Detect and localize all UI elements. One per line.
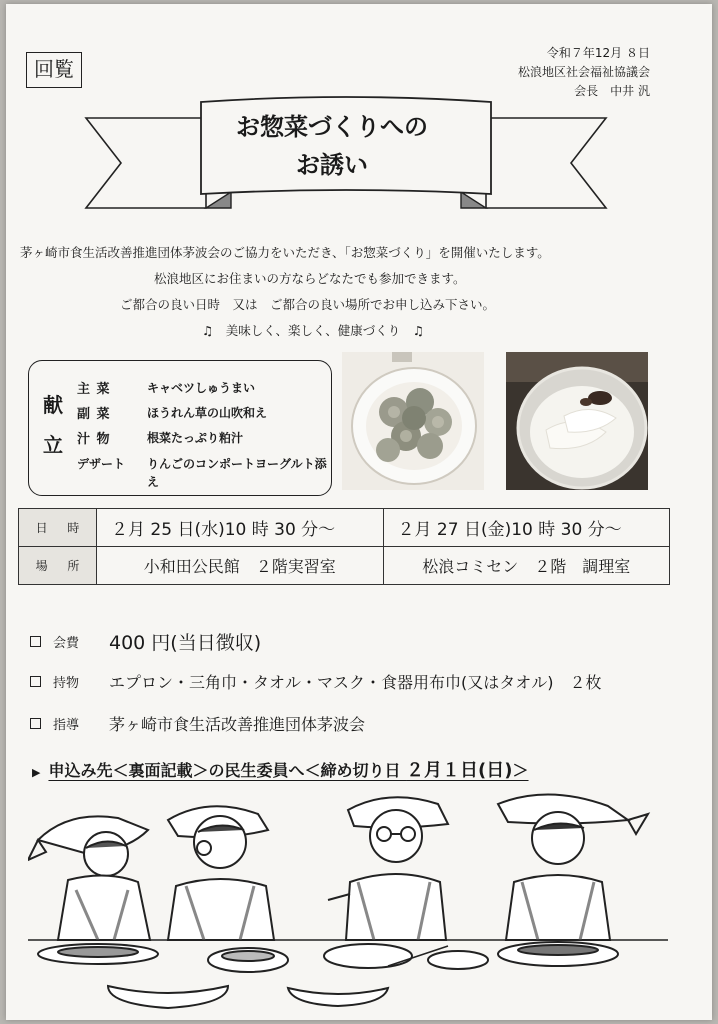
application-deadline: ２月１日(日): [406, 760, 513, 781]
menu-category: 主 菜: [77, 382, 111, 397]
session2-date: ２月 27 日(金)10 時 30 分～: [383, 509, 670, 547]
checkbox-icon: [30, 636, 41, 647]
session1-date: ２月 25 日(水)10 時 30 分～: [97, 509, 384, 547]
issue-date: 令和７年12月 ８日: [546, 46, 650, 60]
menu-list: [77, 375, 327, 489]
bring-value: エプロン・三角巾・タオル・マスク・食器用布巾(又はタオル) ２枚: [109, 673, 602, 692]
checkbox-icon: [30, 718, 41, 729]
application-text: 申込み先＜裏面記載＞の民生委員へ＜締め切り日: [48, 761, 407, 780]
intro-line-1: 茅ヶ崎市食生活改善推進団体茅波会のご協力をいただき、「お惣菜づくり」を開催いたします。: [20, 245, 550, 260]
cooking-people-illustration-icon: [28, 790, 668, 1014]
bring-item: [30, 670, 602, 693]
bring-label: 持物: [53, 676, 80, 691]
session2-place: 松浪コミセン ２階 調理室: [383, 547, 670, 585]
page-title: [202, 108, 462, 184]
header-info: [518, 44, 650, 101]
president-name: 会長 中井 汎: [574, 84, 650, 98]
circular-label: 回覧: [26, 52, 82, 88]
guide-value: 茅ヶ崎市食生活改善推進団体茅波会: [109, 715, 366, 734]
menu-tag: [41, 389, 65, 461]
application-note: [32, 756, 529, 782]
fee-value: 400 円(当日徴収): [109, 632, 262, 654]
table-row: [19, 509, 670, 547]
menu-dish: 根菜たっぷり粕汁: [147, 431, 244, 445]
shumai-photo: [342, 352, 484, 490]
fee-label: 会費: [53, 636, 80, 651]
organization-name: 松浪地区社会福祉協議会: [517, 65, 650, 79]
table-row: [19, 547, 670, 585]
menu-tag-char: 立: [43, 433, 63, 457]
guide-label: 指導: [53, 718, 80, 733]
checkbox-icon: [30, 676, 41, 687]
title-line-1: お惣菜づくりへの: [236, 113, 428, 141]
menu-item: [77, 400, 327, 425]
intro-text: [6, 240, 712, 344]
intro-line-3: ご都合の良い日時 又は ご都合の良い場所でお申し込み下さい。: [120, 297, 496, 312]
menu-dish: ほうれん草の山吹和え: [147, 406, 268, 420]
session1-place: 小和田公民館 ２階実習室: [97, 547, 384, 585]
menu-category: デザート: [77, 457, 126, 471]
flyer-page: [6, 4, 712, 1020]
triangle-arrow-icon: ▶: [32, 766, 41, 779]
menu-category: 汁 物: [77, 432, 111, 447]
menu-item: [77, 375, 327, 400]
intro-line-2: 松浪地区にお住まいの方ならどなたでも参加できます。: [154, 271, 466, 286]
intro-line-4: ♫ 美味しく、楽しく、健康づくり ♫: [202, 323, 424, 338]
menu-item: [77, 425, 327, 450]
application-close: ＞: [512, 761, 529, 780]
menu-box: [28, 360, 332, 496]
fee-item: [30, 628, 261, 655]
apple-yogurt-photo: [506, 352, 648, 490]
menu-item: [77, 450, 327, 489]
schedule-table: [18, 508, 670, 585]
menu-dish: キャベツしゅうまい: [147, 381, 256, 395]
menu-dish: りんごのコンポートヨーグルト添え: [147, 457, 327, 489]
place-label: 場 所: [19, 547, 97, 585]
menu-category: 副 菜: [77, 407, 111, 422]
menu-tag-char: 献: [43, 393, 63, 417]
date-label: 日 時: [19, 509, 97, 547]
guide-item: [30, 712, 365, 735]
title-line-2: お誘い: [296, 151, 368, 179]
